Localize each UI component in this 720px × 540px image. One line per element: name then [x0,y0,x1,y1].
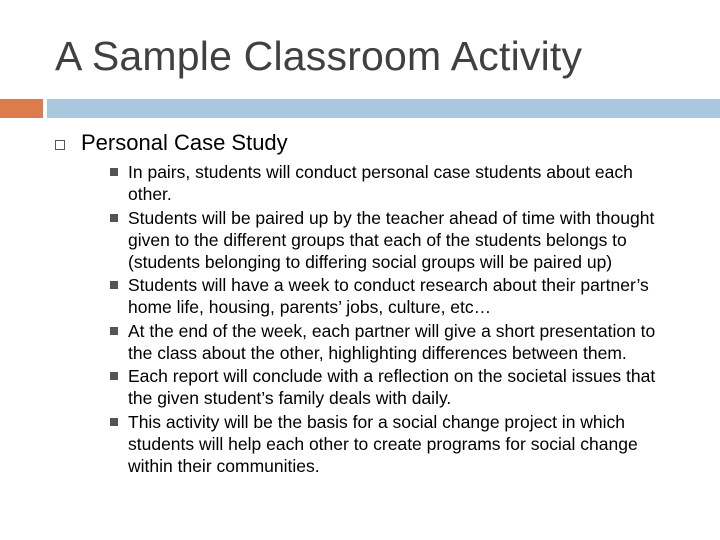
list-item-text: Students will be paired up by the teacher ahead of time with thought given to the different groups that each of the students belongs to (students belonging to differing social groups will be paired up) [128,207,655,272]
square-bullet-icon [110,372,118,380]
title-divider-bar [47,99,720,118]
hollow-square-bullet-icon [55,140,65,150]
list-item-text: In pairs, students will conduct personal case students about each other. [128,162,633,204]
list-item-text: This activity will be the basis for a social change project in which students will help each other to create programs for social change within their communities. [128,411,638,476]
slide-title: A Sample Classroom Activity [55,33,583,79]
bullet-list [55,161,665,478]
list-item [55,365,665,409]
accent-bar [0,99,43,118]
list-item [55,161,665,205]
list-item-text: Each report will conclude with a reflection on the societal issues that the given student’s family deals with daily. [128,366,656,408]
square-bullet-icon [110,418,118,426]
square-bullet-icon [110,281,118,289]
level1-bullet [55,130,695,160]
list-item [55,411,665,477]
section-heading: Personal Case Study [81,130,288,155]
list-item [55,320,665,364]
list-item [55,274,665,318]
square-bullet-icon [110,327,118,335]
list-item-text: At the end of the week, each partner will give a short presentation to the class about the other, highlighting differences between them. [128,320,656,363]
list-item [55,207,665,273]
square-bullet-icon [110,214,118,222]
square-bullet-icon [110,168,118,176]
list-item-text: Students will have a week to conduct research about their partner’s home life, housing, parents’ jobs, culture, etc… [128,275,649,317]
